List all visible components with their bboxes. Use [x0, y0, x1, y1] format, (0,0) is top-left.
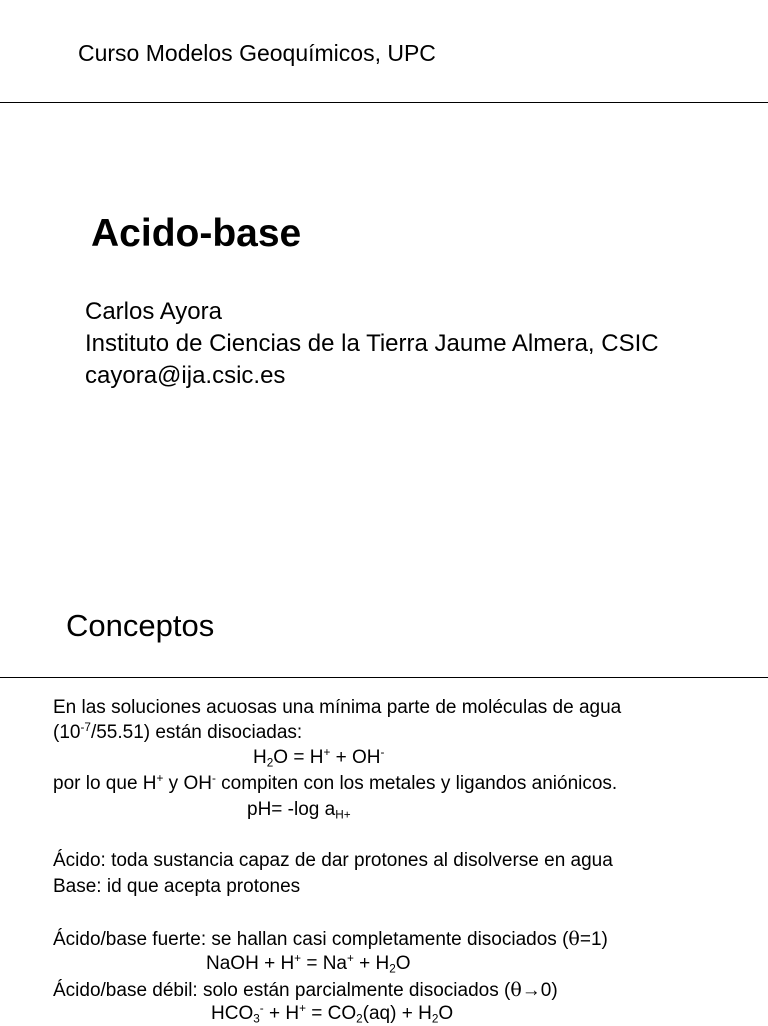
water-equation: $H_2O = H^+ + OH^-$ [253, 745, 385, 770]
intro-line: En las soluciones acuosas una mínima parte de moléculas de agua [53, 697, 622, 718]
naoh-equation: NaOH + $H^+ = Na^+ + H_2O$ [206, 951, 411, 976]
hco3-equation: $HCO_3^- + H^+ = CO_2(aq) + H_2O$ [211, 1001, 454, 1026]
dissociation-line: $(10^{-7}/55.51)$ están disociadas: [53, 720, 303, 743]
section-divider [0, 677, 768, 678]
course-header: Curso Modelos Geoquímicos, UPC [78, 40, 436, 66]
base-definition: Base: id que acepta protones [53, 876, 301, 897]
slide-title: Acido-base [91, 212, 302, 255]
author-email: cayora@ija.csic.es [85, 362, 286, 389]
competition-line: por lo que H+ y OH- compiten con los metales y ligandos aniónicos. [53, 771, 618, 794]
header-divider [0, 102, 768, 103]
author-institution: Instituto de Ciencias de la Tierra Jaume Almera, CSIC [85, 330, 659, 357]
ph-equation: pH= -log $a_{H+}$ [247, 799, 351, 822]
section-title: Conceptos [66, 608, 215, 643]
author-name: Carlos Ayora [85, 298, 222, 325]
strong-acid-line: Ácido/base fuerte: se hallan casi completamente disociados (θ=1) [53, 928, 608, 950]
acid-definition: Ácido: toda sustancia capaz de dar protones al disolverse en agua [53, 850, 613, 871]
weak-acid-line: Ácido/base débil: solo están parcialmente disociados (θ→0) [53, 979, 558, 1001]
